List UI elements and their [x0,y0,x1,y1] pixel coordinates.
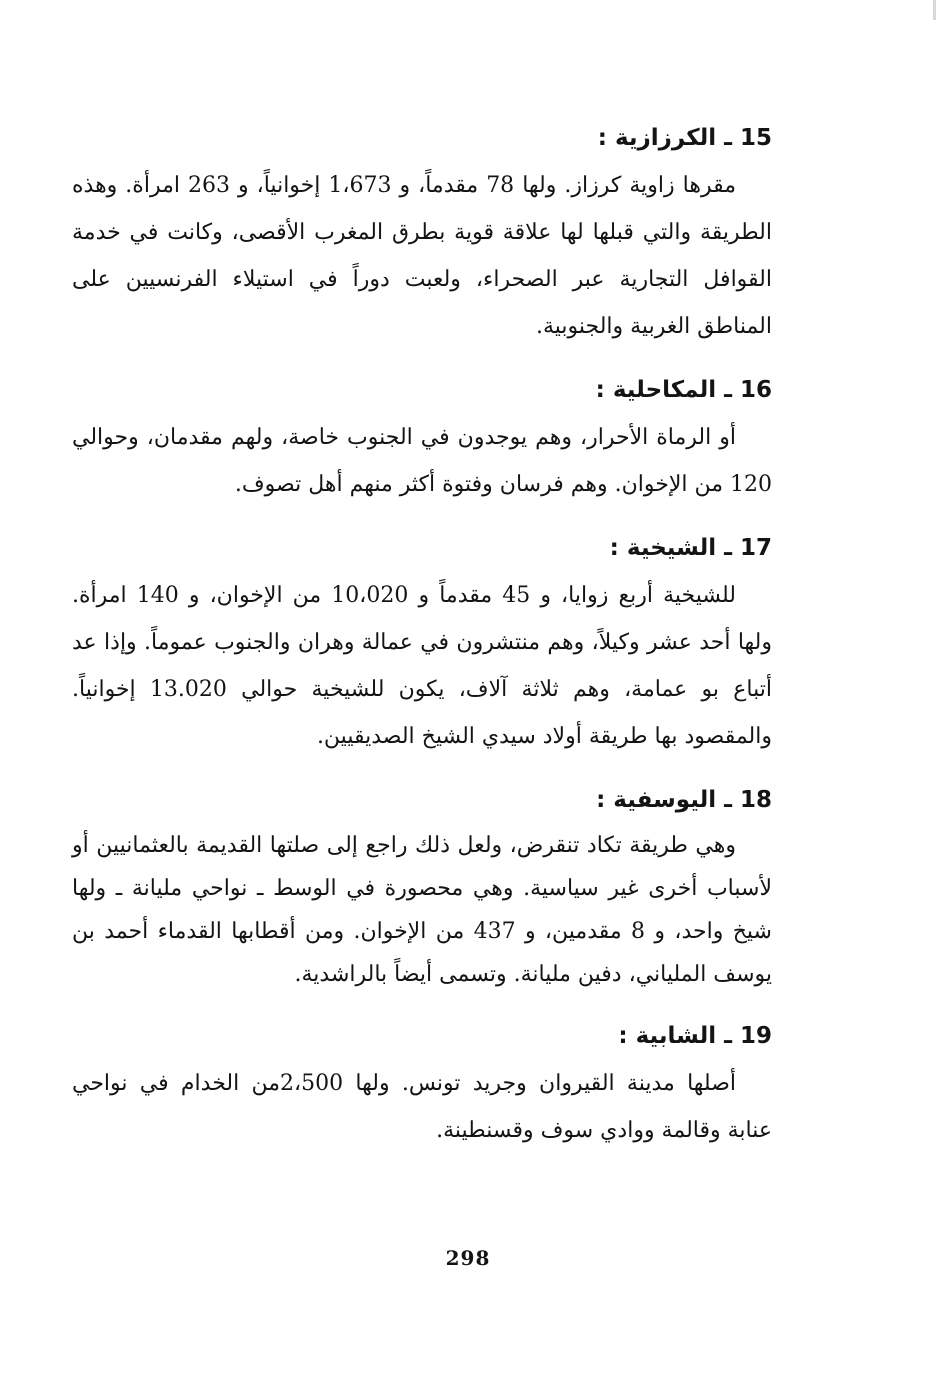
section-heading: 15 ـ الكرزازية : [597,125,772,151]
section-karzaziya [72,120,772,350]
section-makahliya [72,372,772,508]
section-paragraph: مقرها زاوية كرزاز. ولها 78 مقدماً، و 1،673 إخوانياً، و 263 امرأة. وهذه الطريقة والتي قبلها لها علاقة قوية بطرق المغرب الأقصى، وكانت في خدمة القوافل التجارية عبر الصحراء، ولعبت دوراً في استيلاء الفرنسيين على المناطق الغربية والجنوبية. [72,173,772,339]
section-heading: 16 ـ المكاحلية : [595,377,772,403]
section-paragraph: للشيخية أربع زوايا، و 45 مقدماً و 10،020 من الإخوان، و 140 امرأة. ولها أحد عشر وكيلاً، وهم منتشرون في عمالة وهران والجنوب عموماً. وإذا عد أتباع بو عمامة، وهم ثلاثة آلاف، يكون للشيخية حوالي 13.020 إخوانياً. والمقصود بها طريقة أولاد سيدي الشيخ الصديقيين. [72,583,772,749]
section-heading: 19 ـ الشابية : [618,1023,772,1049]
section-paragraph: أو الرماة الأحرار، وهم يوجدون في الجنوب خاصة، ولهم مقدمان، وحوالي 120 من الإخوان. وهم فرسان وفتوة أكثر منهم أهل تصوف. [72,425,772,497]
section-paragraph: وهي طريقة تكاد تنقرض، ولعل ذلك راجع إلى صلتها القديمة بالعثمانيين أو لأسباب أخرى غير سياسية. وهي محصورة في الوسط ـ نواحي مليانة ـ ولها شيخ واحد، و 8 مقدمين، و 437 من الإخوان. ومن أقطابها القدماء أحمد بن يوسف الملياني، دفين مليانة. وتسمى أيضاً بالراشدية. [72,833,772,987]
section-heading: 17 ـ الشيخية : [609,535,772,561]
section-shaykhiya [72,530,772,760]
page-body [72,120,772,1176]
section-paragraph: أصلها مدينة القيروان وجريد تونس. ولها 2،500من الخدام في نواحي عنابة وقالمة ووادي سوف وقسنطينة. [72,1071,772,1143]
section-heading: 18 ـ اليوسفية : [596,787,772,813]
section-yusufiya [72,782,772,996]
section-shabiya [72,1018,772,1154]
page-number: 298 [445,1246,491,1270]
